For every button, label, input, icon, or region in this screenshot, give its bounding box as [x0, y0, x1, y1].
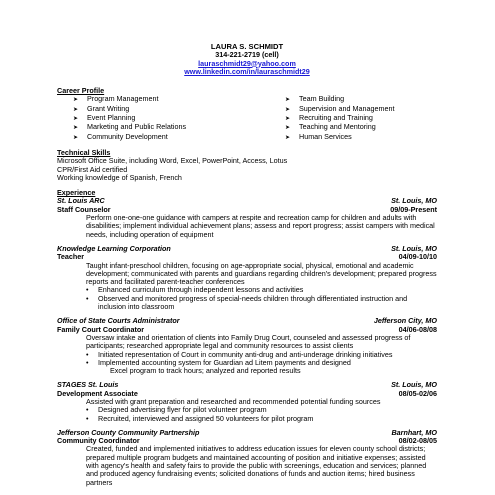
job-bullets	[57, 406, 437, 423]
job-location: St. Louis, MO	[391, 380, 437, 390]
job-organization: Knowledge Learning Corporation	[57, 243, 171, 253]
arrow-bullet-icon: ➤	[285, 125, 291, 132]
job-bullet: • Implemented accounting system for Guardian ad Litem payments and designed	[85, 359, 437, 367]
job-org-row	[57, 197, 437, 205]
arrow-bullet-icon: ➤	[285, 97, 291, 104]
job-role: Staff Counselor	[57, 204, 111, 214]
profile-item: ➤ Recruiting and Training	[285, 113, 373, 123]
job-entry	[57, 381, 437, 422]
email-link[interactable]: lauraschmidt29@yahoo.com	[198, 58, 296, 68]
arrow-bullet-icon: ➤	[73, 116, 79, 123]
job-location: St. Louis, MO	[391, 243, 437, 253]
resume-header	[57, 43, 437, 76]
job-entry	[57, 317, 437, 375]
resume-page	[57, 43, 437, 487]
job-dates: 09/09-Present	[390, 204, 437, 214]
career-profile-left-column	[57, 95, 283, 141]
career-profile-right-column	[283, 95, 395, 141]
job-bullet: • Initiated representation of Court in community anti-drug and anti-underage drinking initiatives	[85, 351, 437, 359]
arrow-bullet-icon: ➤	[73, 125, 79, 132]
profile-item: ➤ Teaching and Mentoring	[285, 122, 376, 132]
job-dates: 08/02-08/05	[398, 436, 437, 446]
job-dates: 04/09-10/10	[398, 252, 437, 262]
job-location: St. Louis, MO	[391, 196, 437, 206]
job-location: Barnhart, MO	[391, 427, 437, 437]
job-organization: St. Louis ARC	[57, 196, 105, 206]
job-description: Taught infant-preschool children, focusing on age-appropriate social, physical, emotional and academic development; communicated with parents and guardians regarding children's development; prepared progress reports and facilitated parent-teacher conferences	[86, 260, 437, 287]
job-organization: STAGES St. Louis	[57, 380, 119, 390]
job-dates: 08/05-02/06	[398, 388, 437, 398]
profile-item: ➤ Marketing and Public Relations	[73, 122, 187, 132]
job-bullet: • Recruited, interviewed and assigned 50 volunteers for pilot program	[85, 415, 437, 423]
arrow-bullet-icon: ➤	[285, 116, 291, 123]
job-bullets	[57, 286, 437, 311]
technical-skills-list	[57, 157, 437, 182]
job-entry	[57, 429, 437, 487]
arrow-bullet-icon: ➤	[285, 134, 291, 141]
job-description: Created, funded and implemented initiatives to address education issues for eleven county school districts; prepared multiple program budgets and maintained accounting of position and initiative expenses; assisted with agency's health and safety fairs to provide the public with screenings, education and services; planned and produced agency fundraising events; solicited donations of funds and auction items; hired business partners	[86, 444, 427, 487]
linkedin-link[interactable]: www.linkedin.com/in/lauraschmidt29	[184, 66, 310, 76]
profile-item: ➤ Program Management	[73, 94, 159, 104]
skill-line: Working knowledge of Spanish, French	[57, 172, 182, 182]
job-organization: Jefferson County Community Partnership	[57, 427, 200, 437]
job-bullets	[57, 351, 437, 376]
job-description: Perform one-one-one guidance with campers at respite and recreation camp for children and adults with disabilities; implement individual achievement plans; assess and report progress; assist campers with medical needs, including operation of equipment	[86, 213, 435, 239]
job-location: Jefferson City, MO	[373, 316, 437, 326]
arrow-bullet-icon: ➤	[73, 134, 79, 141]
job-bullet-continuation: Excel program to track hours; analyzed and reported results	[110, 366, 301, 376]
job-bullet: • Observed and monitored progress of special-needs children through differentiated instruction and inclusion into classroom	[85, 295, 437, 312]
profile-item: ➤ Team Building	[285, 94, 345, 104]
phone-number: 314-221-2719 (cell)	[215, 50, 279, 60]
job-description: Oversaw intake and orientation of clients into Family Drug Court, counseled and assessed progress of participants; researched appropriate legal and community resources to assist clients	[86, 332, 411, 351]
arrow-bullet-icon: ➤	[73, 106, 79, 113]
skill-line: Microsoft Office Suite, including Word, Excel, PowerPoint, Access, Lotus	[57, 156, 288, 166]
job-role: Teacher	[57, 252, 85, 262]
job-role: Development Associate	[57, 388, 138, 398]
job-organization: Office of State Courts Administrator	[57, 316, 180, 326]
job-description: Assisted with grant preparation and researched and recommended potential funding sources	[86, 396, 381, 406]
profile-item: ➤ Community Development	[73, 131, 168, 141]
career-profile-heading: Career Profile	[57, 86, 105, 96]
job-dates: 04/06-08/08	[398, 324, 437, 334]
job-entry	[57, 245, 437, 311]
experience-heading: Experience	[57, 188, 96, 198]
resume-name: LAURA S. SCHMIDT	[210, 42, 284, 51]
job-role: Community Coordinator	[57, 436, 140, 446]
job-entry	[57, 197, 437, 238]
profile-item: ➤ Supervision and Management	[285, 103, 395, 113]
job-bullet: • Designed advertising flyer for pilot volunteer program	[85, 406, 437, 414]
technical-skills-heading: Technical Skills	[57, 147, 111, 157]
profile-item: ➤ Human Services	[285, 131, 352, 141]
job-bullet: • Enhanced curriculum through independent lessons and activities	[85, 286, 437, 294]
arrow-bullet-icon: ➤	[285, 106, 291, 113]
skill-line: CPR/First Aid certified	[57, 164, 128, 174]
profile-item: ➤ Event Planning	[73, 113, 136, 123]
job-org-row	[57, 245, 437, 253]
job-role: Family Court Coordinator	[57, 324, 145, 334]
profile-item: ➤ Grant Writing	[73, 103, 130, 113]
career-profile-list	[57, 95, 437, 141]
arrow-bullet-icon: ➤	[73, 97, 79, 104]
